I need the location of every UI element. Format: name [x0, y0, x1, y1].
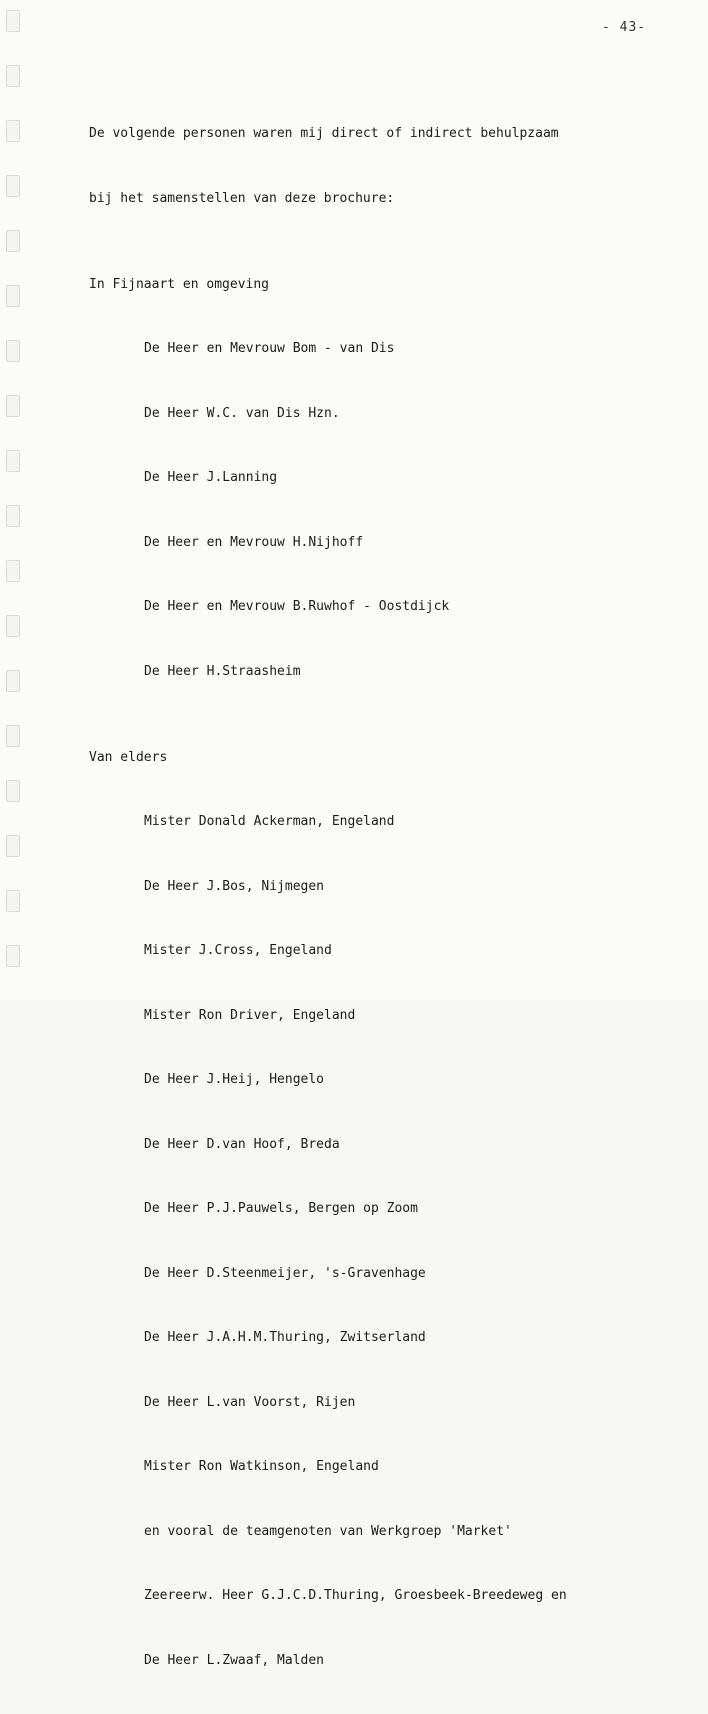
punch-hole	[6, 780, 20, 802]
list-item: De Heer D.Steenmeijer, 's-Gravenhage	[144, 1265, 426, 1281]
punch-hole	[6, 175, 20, 197]
list-item: en vooral de teamgenoten van Werkgroep 'Market'	[144, 1523, 512, 1539]
punch-hole	[6, 505, 20, 527]
list-item: De Heer L.van Voorst, Rijen	[144, 1394, 356, 1410]
section-heading: In Fijnaart en omgeving	[89, 276, 270, 292]
punch-hole	[6, 560, 20, 582]
punch-hole	[6, 945, 20, 967]
list-item: De Heer en Mevrouw H.Nijhoff	[144, 534, 364, 550]
list-item: De Heer J.Bos, Nijmegen	[144, 878, 325, 894]
punch-hole	[6, 10, 20, 32]
punch-hole	[6, 230, 20, 252]
punch-hole	[6, 835, 20, 857]
list-item: De Heer P.J.Pauwels, Bergen op Zoom	[144, 1201, 418, 1216]
punch-hole	[6, 450, 20, 472]
list-item: De Heer D.van Hoof, Breda	[144, 1136, 340, 1152]
list-item: Zeereerw. Heer G.J.C.D.Thuring, Groesbeek-Breedeweg en	[144, 1588, 567, 1603]
punch-hole	[6, 395, 20, 417]
intro-line: bij het samenstellen van deze brochure:	[89, 190, 395, 206]
section-heading: Van elders	[89, 749, 168, 765]
list-item: Mister Donald Ackerman, Engeland	[144, 814, 395, 829]
list-item: De Heer J.Lanning	[144, 470, 278, 485]
punch-hole	[6, 120, 20, 142]
list-item: De Heer L.Zwaaf, Malden	[144, 1652, 325, 1668]
binder-holes	[6, 10, 20, 990]
page-number: - 43-	[602, 20, 647, 35]
list-item: Mister J.Cross, Engeland	[144, 943, 332, 958]
punch-hole	[6, 615, 20, 637]
punch-hole	[6, 725, 20, 747]
list-item: De Heer en Mevrouw B.Ruwhof - Oostdijck	[144, 599, 450, 614]
intro-line: De volgende personen waren mij direct of indirect behulpzaam	[89, 126, 559, 141]
list-item: De Heer H.Straasheim	[144, 663, 301, 679]
punch-hole	[6, 890, 20, 912]
list-item: De Heer J.A.H.M.Thuring, Zwitserland	[144, 1330, 426, 1345]
punch-hole	[6, 65, 20, 87]
list-item: De Heer W.C. van Dis Hzn.	[144, 405, 340, 421]
punch-hole	[6, 670, 20, 692]
list-item: De Heer J.Heij, Hengelo	[144, 1072, 325, 1087]
list-item: Mister Ron Watkinson, Engeland	[144, 1459, 379, 1474]
list-item: De Heer en Mevrouw Bom - van Dis	[144, 341, 395, 356]
punch-hole	[6, 285, 20, 307]
list-item: Mister Ron Driver, Engeland	[144, 1007, 356, 1023]
punch-hole	[6, 340, 20, 362]
body-text	[89, 80, 567, 1714]
